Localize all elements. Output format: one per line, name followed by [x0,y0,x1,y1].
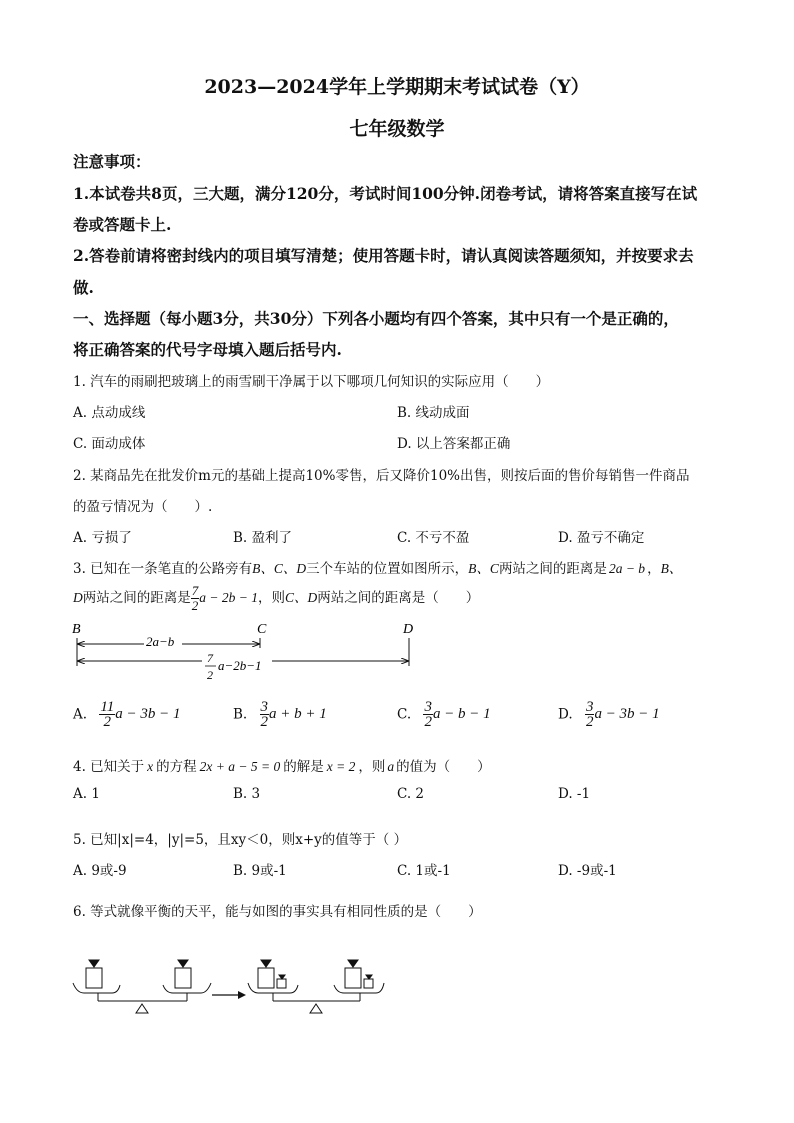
balance-right [248,960,384,1013]
notice-heading: 注意事项： [73,152,151,171]
question-5-option-d[interactable]: D. -9或-1 [558,863,617,879]
question-4-option-a[interactable]: A. 1 [73,786,100,802]
page-subtitle: 七年级数学 [349,118,445,140]
fig-label-c: C [257,622,267,637]
fulcrum-icon [310,1004,322,1013]
fulcrum-icon [136,1004,148,1013]
small-weight-icon [279,975,285,979]
question-4-option-c[interactable]: C. 2 [397,786,425,802]
fig-bd-den: 2 [207,668,213,682]
question-3-option-d[interactable]: D. $\frac{3}{2}$ a − 3b − 1 [558,699,660,730]
notice-item-2-line-2: 做. [73,278,94,297]
small-weight-icon [366,975,372,979]
question-2-option-c[interactable]: C. 不亏不盈 [397,530,470,546]
question-1-option-c[interactable]: C. 面动成体 [73,436,146,452]
q3-text-a: 3. 已知在一条笔直的公路旁有 [73,561,253,577]
q3-bd-expr: a − 2b − 1 [199,590,258,605]
q3-text-f: 两站之间的距离是 [82,590,191,606]
question-1-stem: 1. 汽车的雨刷把玻璃上的雨雪刷干净属于以下哪项几何知识的实际应用（ ） [73,374,550,390]
q3-text-d: ， [647,561,661,577]
question-1-option-d[interactable]: D. 以上答案都正确 [397,436,511,452]
fig-label-bc: 2a−b [146,634,175,649]
section-heading-line-2: 将正确答案的代号字母填入题后括号内. [73,340,342,359]
q3-d: D [73,590,83,605]
arrow-right-icon [238,991,246,999]
fig-bd-rest: a−2b−1 [218,658,262,673]
fig-label-b: B [72,622,81,637]
question-3-line-2 [73,584,479,613]
weight-icon [261,960,271,967]
question-3-option-a[interactable]: A. $\frac{11}{2}$ a − 3b − 1 [73,699,181,730]
question-4-option-d[interactable]: D. -1 [558,786,591,802]
question-5-option-b[interactable]: B. 9或-1 [233,863,287,879]
question-4-stem: 4. 已知关于 x 的方程 2x + a − 5 = 0 的解是 x = 2 ，则 a 的值为（ ） [73,759,491,775]
question-3-option-b[interactable]: B. $\frac{3}{2}$ a + b + 1 [233,699,327,730]
weight-icon [178,960,188,967]
question-2-line-2: 的盈亏情况为（ ）. [73,499,213,515]
page-title: 2023—2024学年上学期期末考试试卷（Y） [204,76,590,98]
q3-text-b: 三个车站的位置如图所示， [306,561,469,577]
q3-road-diagram [66,618,426,688]
q3-fraction: $\frac{7}{2}$ [191,583,199,613]
weight-icon [89,960,99,967]
question-1-option-b[interactable]: B. 线动成面 [397,405,470,421]
question-3-option-c[interactable]: C. $\frac{3}{2}$ a − b − 1 [397,699,491,730]
question-3-line-1 [73,557,682,577]
notice-item-1-line-1: 1.本试卷共8页，三大题，满分120分，考试时间100分钟.闭卷考试，请将答案直接写在试 [73,184,698,203]
question-4-option-b[interactable]: B. 3 [233,786,261,802]
q3-points: B、C、D [252,561,307,576]
question-6-stem: 6. 等式就像平衡的天平，能与如图的事实具有相同性质的是（ ） [73,904,482,920]
question-1-option-a[interactable]: A. 点动成线 [73,405,146,421]
question-5-option-a[interactable]: A. 9或-9 [73,863,127,879]
question-2-line-1: 2. 某商品先在批发价m元的基础上提高10%零售，后又降价10%出售，则按后面的售价每销售一件商品 [73,468,690,484]
section-heading-line-1: 一、选择题（每小题3分，共30分）下列各小题均有四个答案，其中只有一个是正确的， [73,309,679,328]
balance-scale-diagram [68,955,388,1020]
balance-left [73,960,211,1013]
q3-bc: B、C [468,561,499,576]
q3-bc-expr: 2a − b [608,561,646,576]
fig-label-d: D [403,622,414,637]
question-2-option-d[interactable]: D. 盈亏不确定 [558,530,645,546]
question-2-option-a[interactable]: A. 亏损了 [73,530,132,546]
q3-text-c: 两站之间的距离是 [498,561,607,577]
question-5-option-c[interactable]: C. 1或-1 [397,863,451,879]
weight-icon [348,960,358,967]
q3-text-e: B、 [660,561,683,576]
notice-item-1-line-2: 卷或答题卡上. [73,215,172,234]
q3-text-g: ，则 [257,590,285,606]
q3-text-h: 两站之间的距离是（ ） [317,590,480,606]
fig-bd-num: 7 [207,651,213,665]
notice-item-2-line-1: 2.答卷前请将密封线内的项目填写清楚；使用答题卡时，请认真阅读答题须知，并按要求去 [73,246,694,265]
question-2-option-b[interactable]: B. 盈利了 [233,530,293,546]
q3-cd: C、D [284,590,318,605]
question-5-stem: 5. 已知|x|=4，|y|=5，且xy＜0，则x+y的值等于（ ） [73,832,408,848]
